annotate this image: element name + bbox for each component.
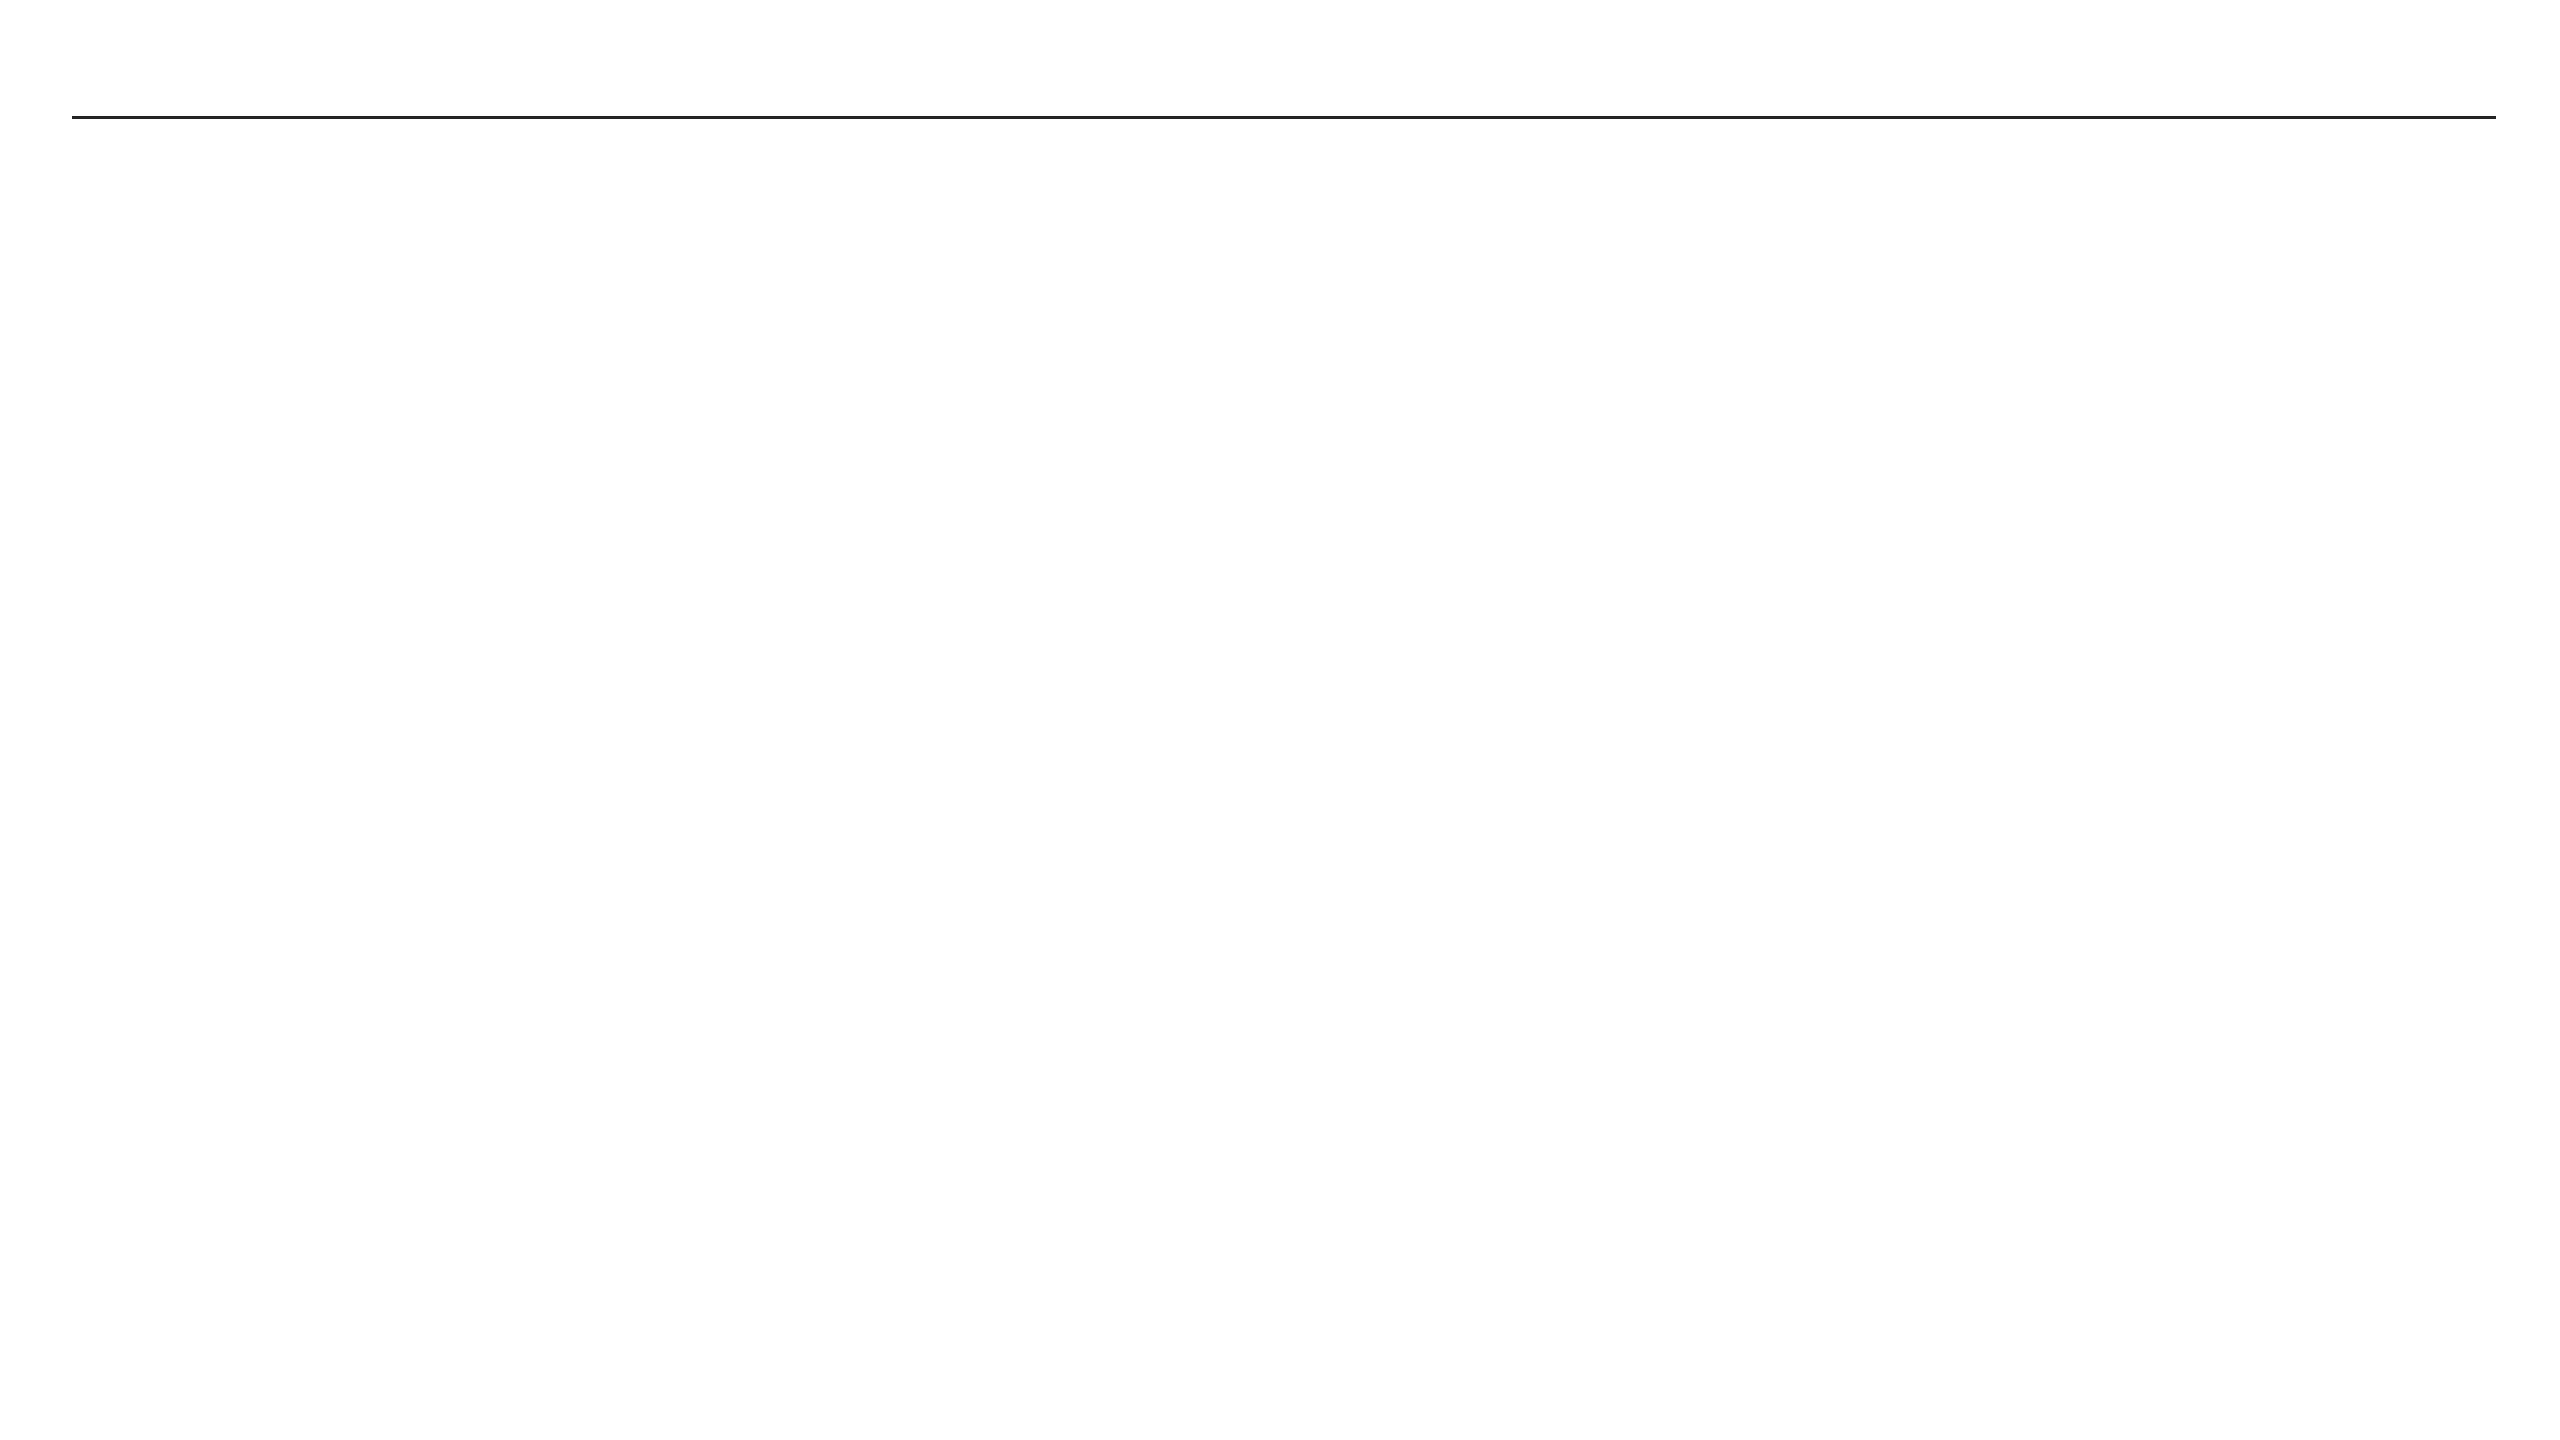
header-divider: [72, 116, 2496, 119]
